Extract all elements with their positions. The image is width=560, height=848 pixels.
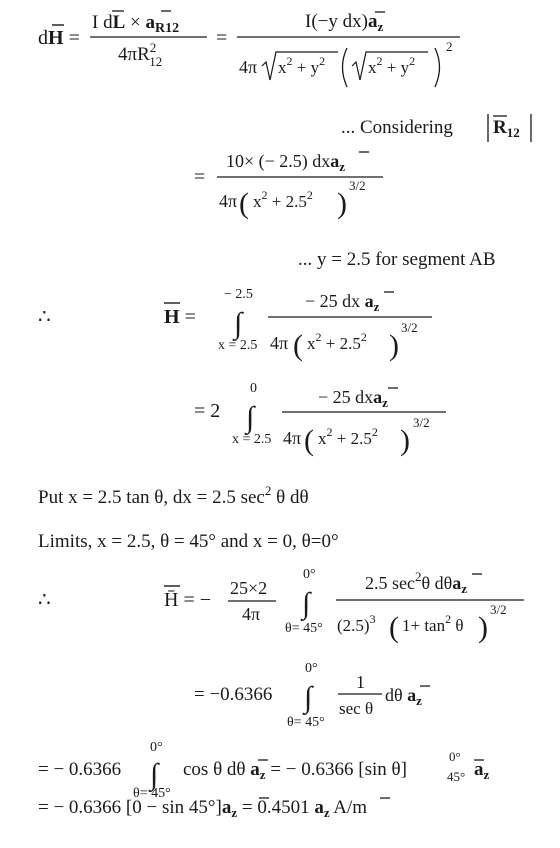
svg-text:): )	[478, 611, 488, 644]
svg-text:x2 + 2.52: $x^2 + 2.5^2$	[307, 330, 367, 353]
equation-line-2	[194, 151, 383, 220]
equation-line-8	[38, 786, 390, 820]
line3-upper-limit: − 2.5	[224, 287, 253, 302]
line6-denominator: sec θ	[339, 699, 374, 718]
svg-text:): )	[389, 329, 399, 362]
svg-text:3/2: 3/2	[349, 178, 366, 193]
biot-savart-numerator: I dL × $a_{R12}$	[92, 12, 180, 36]
line6-upper-limit: 0°	[305, 661, 318, 676]
svg-text:3/2: 3/2	[490, 602, 507, 617]
svg-text:(: (	[304, 424, 314, 457]
considering-text: ... Considering	[341, 117, 453, 138]
line7-upper-limit: 0°	[150, 740, 163, 755]
line4-numerator: − 25 dxa$_z$	[318, 387, 388, 410]
line3-denominator: 4π	[270, 333, 289, 353]
r12-magnitude: $R_{12}$	[493, 117, 520, 140]
line7-lower-limit: θ= 45°	[133, 786, 171, 801]
line5-numerator: 2.5 $\sec^2\theta$ dθa$_z$	[365, 569, 468, 596]
svg-text:x2 + y2: $x^2 + y^2$	[368, 54, 416, 77]
svg-text:x2 + 2.52: $x^2 + 2.5^2$	[253, 188, 313, 211]
line6-lower-limit: θ= 45°	[287, 715, 325, 730]
line6-numerator: 1	[356, 672, 365, 692]
equation-line-1	[38, 11, 460, 87]
dh-lhs: dH =	[38, 27, 80, 49]
h-lhs-1: H =	[164, 306, 196, 328]
svg-text:): )	[337, 187, 347, 220]
svg-text:az: $a_z$	[474, 759, 490, 782]
substitution-line: Put x = 2.5 tan θ, dx = 2.5 $\sec^2 \theta$ dθ	[38, 483, 309, 508]
equation-line-4	[194, 381, 446, 457]
integral-sign-3: ∫	[302, 587, 311, 620]
line1-right-numerator: I(−y $dx)a_z$	[305, 11, 384, 34]
integral-sign-4: ∫	[304, 681, 313, 714]
limits-line: Limits, x = 2.5, θ = 45° and x = 0, θ=0°	[38, 531, 339, 552]
equation-line-7	[38, 740, 490, 793]
svg-text:3/2: 3/2	[413, 415, 430, 430]
line5-coefficient-denominator: 4π	[242, 604, 261, 624]
line2-numerator: 10× (− 2.5) dxa$_z$	[226, 151, 346, 174]
integral-sign-5: ∫	[150, 758, 159, 791]
line3-numerator: − 25 dx $a_z$	[305, 291, 380, 314]
line4-lower-limit: x = 2.5	[232, 432, 272, 447]
line5-coefficient-numerator: 25×2	[230, 578, 268, 598]
line4-denominator: 4π	[283, 428, 302, 448]
integral-sign-2: ∫	[246, 401, 255, 434]
svg-text:(: (	[239, 187, 249, 220]
svg-text:2: 2	[446, 39, 453, 54]
svg-text:(: (	[293, 329, 303, 362]
equals-2-coefficient: = 2	[194, 400, 221, 422]
line1-right-denominator: 4π	[239, 57, 258, 77]
equation-line-5	[38, 567, 524, 644]
line5-denominator: $(2.5)^3$	[337, 612, 376, 635]
line7-integrand: cos θ dθ $a_z$ = − 0.6366 [sin θ]	[183, 759, 407, 782]
equals-2: =	[194, 166, 206, 188]
svg-text:(: (	[389, 611, 399, 644]
integral-sign-1: ∫	[234, 307, 243, 340]
biot-savart-denominator: $4\pi R^2$ 12	[118, 40, 163, 69]
svg-text:): )	[400, 424, 410, 457]
h-lhs-2: H̄ = −	[164, 589, 212, 611]
svg-text:1+ tan2 θ: $1+ \tan^2 \theta$	[402, 612, 464, 635]
equation-line-3	[38, 287, 432, 362]
svg-text:x2 + y2: $x^2 + y^2$	[278, 54, 326, 77]
note-considering	[341, 114, 531, 142]
svg-text:3/2: 3/2	[401, 320, 418, 335]
line6-tail: dθ $a_z$	[385, 685, 422, 708]
therefore-1: ∴	[38, 306, 51, 328]
equation-line-6	[194, 661, 430, 730]
equals-1: =	[216, 27, 228, 49]
line5-lower-limit: θ= 45°	[285, 621, 323, 636]
svg-text:0°: 0°	[449, 749, 461, 764]
svg-text:x2 + 2.52: $x^2 + 2.5^2$	[318, 425, 378, 448]
note-segment-ab: ... y = 2.5 for segment AB	[298, 249, 496, 270]
line5-upper-limit: 0°	[303, 567, 316, 582]
line3-lower-limit: x = 2.5	[218, 338, 258, 353]
line4-upper-limit: 0	[250, 381, 257, 396]
therefore-2: ∴	[38, 589, 51, 611]
line6-coefficient: = −0.6366	[194, 684, 273, 705]
line2-denominator: 4π	[219, 191, 238, 211]
final-result: = − 0.6366 $[0 - \sin 45^\circ]a_z = 0.4501$ $a_z$ A/m	[38, 797, 368, 820]
line7-lhs: = − 0.6366	[38, 759, 122, 780]
svg-text:45°: 45°	[447, 769, 466, 784]
